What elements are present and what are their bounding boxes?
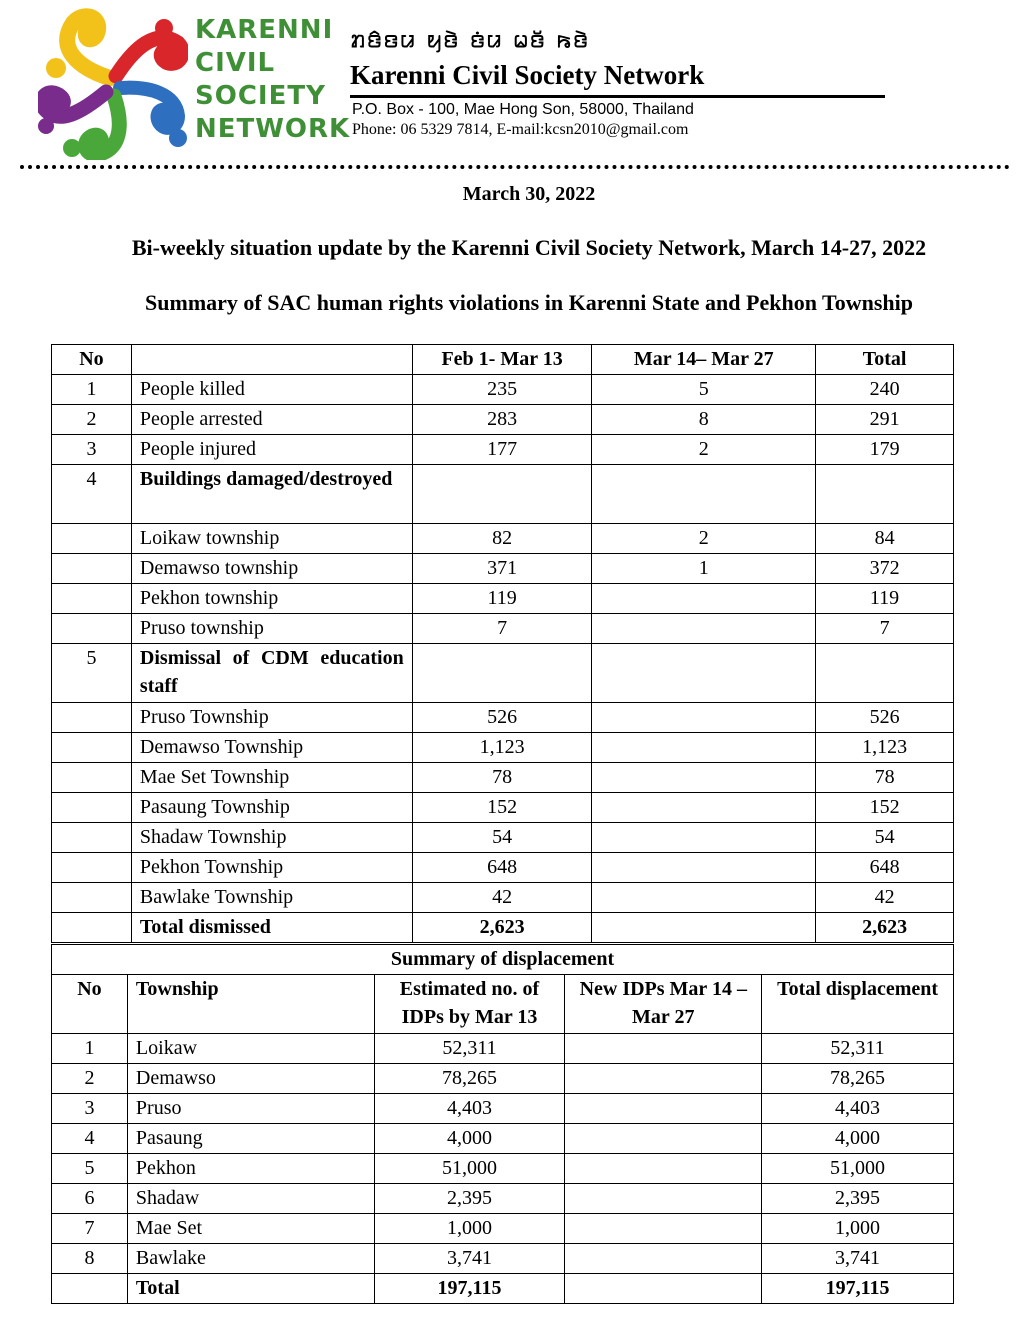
document-title: Bi-weekly situation update by the Karenni Civil Society Network, March 14-27, 2022	[131, 235, 927, 260]
value-total	[816, 644, 954, 703]
total-displacement: 51,000	[762, 1154, 954, 1184]
row-label: Pruso Township	[131, 703, 412, 733]
table-row	[52, 1244, 954, 1274]
row-number: 1	[52, 1034, 128, 1064]
table-row	[52, 913, 954, 943]
row-number	[52, 584, 132, 614]
row-label: Pekhon Township	[131, 853, 412, 883]
logo-line: SOCIETY	[195, 81, 326, 111]
row-label: Pruso township	[131, 614, 412, 644]
row-number	[52, 823, 132, 853]
table-row	[52, 1154, 954, 1184]
value-mar14-27	[592, 644, 816, 703]
new-idps	[565, 1214, 762, 1244]
row-number: 8	[52, 1244, 128, 1274]
value-total: 54	[816, 823, 954, 853]
table-row	[52, 793, 954, 823]
row-number	[52, 763, 132, 793]
logo-line: CIVIL	[195, 48, 276, 78]
contact-info: Phone: 06 5329 7814, E-mail:kcsn2010@gmail.com	[352, 121, 689, 138]
value-mar14-27: 8	[592, 405, 816, 435]
table-row	[52, 763, 954, 793]
table-row	[52, 435, 954, 465]
value-total: 152	[816, 793, 954, 823]
value-total: 1,123	[816, 733, 954, 763]
value-total: 291	[816, 405, 954, 435]
row-label: People injured	[131, 435, 412, 465]
row-label: Buildings damaged/destroyed	[131, 465, 412, 524]
row-number	[52, 913, 132, 943]
row-label: Demawso Township	[131, 733, 412, 763]
idps-by-mar13: 2,395	[374, 1184, 565, 1214]
row-number: 4	[52, 1124, 128, 1154]
idps-by-mar13: 197,115	[374, 1274, 565, 1304]
row-label: People killed	[131, 375, 412, 405]
value-feb-mar13: 526	[412, 703, 592, 733]
row-number	[52, 554, 132, 584]
column-header: Mar 14– Mar 27	[592, 345, 816, 375]
new-idps	[565, 1274, 762, 1304]
value-mar14-27: 2	[592, 524, 816, 554]
logo-line: KARENNI	[195, 15, 334, 45]
new-idps	[565, 1154, 762, 1184]
value-feb-mar13: 82	[412, 524, 592, 554]
township-name: Shadaw	[127, 1184, 374, 1214]
new-idps	[565, 1244, 762, 1274]
new-idps	[565, 1064, 762, 1094]
value-feb-mar13: 648	[412, 853, 592, 883]
value-feb-mar13: 177	[412, 435, 592, 465]
row-number	[52, 853, 132, 883]
value-mar14-27	[592, 733, 816, 763]
table-row	[52, 733, 954, 763]
row-label: Shadaw Township	[131, 823, 412, 853]
row-label: Dismissal of CDM education staff	[131, 644, 412, 703]
table-row	[52, 1094, 954, 1124]
row-label: Mae Set Township	[131, 763, 412, 793]
row-number: 2	[52, 405, 132, 435]
table-row	[52, 524, 954, 554]
value-mar14-27	[592, 465, 816, 524]
township-name: Total	[127, 1274, 374, 1304]
total-displacement: 4,403	[762, 1094, 954, 1124]
value-mar14-27	[592, 703, 816, 733]
column-header: Township	[127, 975, 374, 1034]
township-name: Pasaung	[127, 1124, 374, 1154]
new-idps	[565, 1184, 762, 1214]
table-row	[52, 1214, 954, 1244]
value-feb-mar13: 371	[412, 554, 592, 584]
value-mar14-27	[592, 853, 816, 883]
value-feb-mar13: 42	[412, 883, 592, 913]
row-number: 7	[52, 1214, 128, 1244]
table-row	[52, 1184, 954, 1214]
row-number	[52, 614, 132, 644]
organization-name: Karenni Civil Society Network	[350, 60, 705, 90]
table-header-row	[52, 345, 954, 375]
value-feb-mar13: 152	[412, 793, 592, 823]
value-mar14-27: 1	[592, 554, 816, 584]
idps-by-mar13: 78,265	[374, 1064, 565, 1094]
section-title: Summary of displacement	[52, 945, 954, 975]
value-total	[816, 465, 954, 524]
row-number: 5	[52, 1154, 128, 1184]
value-total: 119	[816, 584, 954, 614]
idps-by-mar13: 4,000	[374, 1124, 565, 1154]
header-divider	[350, 95, 885, 98]
row-label: People arrested	[131, 405, 412, 435]
row-number: 1	[52, 375, 132, 405]
value-mar14-27	[592, 823, 816, 853]
value-total: 372	[816, 554, 954, 584]
column-header: Total displacement	[762, 975, 954, 1034]
document-date: March 30, 2022	[462, 183, 596, 205]
idps-by-mar13: 51,000	[374, 1154, 565, 1184]
value-feb-mar13	[412, 465, 592, 524]
row-number: 5	[52, 644, 132, 703]
table-header-row	[52, 975, 954, 1034]
township-name: Mae Set	[127, 1214, 374, 1244]
row-number	[52, 883, 132, 913]
table-row	[52, 1064, 954, 1094]
row-label: Demawso township	[131, 554, 412, 584]
table-row	[52, 883, 954, 913]
value-feb-mar13: 7	[412, 614, 592, 644]
idps-by-mar13: 3,741	[374, 1244, 565, 1274]
value-feb-mar13: 2,623	[412, 913, 592, 943]
idps-by-mar13: 1,000	[374, 1214, 565, 1244]
township-name: Bawlake	[127, 1244, 374, 1274]
new-idps	[565, 1094, 762, 1124]
value-mar14-27: 5	[592, 375, 816, 405]
row-label: Pasaung Township	[131, 793, 412, 823]
table-row	[52, 1034, 954, 1064]
row-label: Total dismissed	[131, 913, 412, 943]
value-total: 84	[816, 524, 954, 554]
table-row	[52, 703, 954, 733]
row-label: Loikaw township	[131, 524, 412, 554]
value-total: 2,623	[816, 913, 954, 943]
value-mar14-27	[592, 763, 816, 793]
table-row	[52, 375, 954, 405]
value-feb-mar13: 78	[412, 763, 592, 793]
value-feb-mar13: 283	[412, 405, 592, 435]
row-label: Bawlake Township	[131, 883, 412, 913]
document-subtitle: Summary of SAC human rights violations in Karenni State and Pekhon Township	[145, 290, 913, 315]
value-feb-mar13: 54	[412, 823, 592, 853]
total-displacement: 3,741	[762, 1244, 954, 1274]
total-displacement: 1,000	[762, 1214, 954, 1244]
new-idps	[565, 1034, 762, 1064]
value-feb-mar13	[412, 644, 592, 703]
total-displacement: 4,000	[762, 1124, 954, 1154]
row-number: 2	[52, 1064, 128, 1094]
value-mar14-27	[592, 584, 816, 614]
value-feb-mar13: 1,123	[412, 733, 592, 763]
kcsn-logo	[38, 8, 188, 160]
column-header: Feb 1- Mar 13	[412, 345, 592, 375]
table-row	[52, 1274, 954, 1304]
township-name: Demawso	[127, 1064, 374, 1094]
row-label: Pekhon township	[131, 584, 412, 614]
column-header: No	[52, 975, 128, 1034]
dotted-separator	[20, 165, 1010, 169]
value-total: 42	[816, 883, 954, 913]
table-row	[52, 554, 954, 584]
table-row	[52, 853, 954, 883]
new-idps	[565, 1124, 762, 1154]
value-mar14-27	[592, 883, 816, 913]
value-mar14-27: 2	[592, 435, 816, 465]
column-header: New IDPs Mar 14 – Mar 27	[565, 975, 762, 1034]
row-number	[52, 524, 132, 554]
value-total: 240	[816, 375, 954, 405]
value-feb-mar13: 235	[412, 375, 592, 405]
row-number	[52, 793, 132, 823]
value-mar14-27	[592, 614, 816, 644]
value-total: 648	[816, 853, 954, 883]
column-header: Total	[816, 345, 954, 375]
value-feb-mar13: 119	[412, 584, 592, 614]
column-header: Estimated no. of IDPs by Mar 13	[374, 975, 565, 1034]
logo-wordmark	[195, 14, 351, 146]
value-mar14-27	[592, 913, 816, 943]
row-number: 6	[52, 1184, 128, 1214]
total-displacement: 2,395	[762, 1184, 954, 1214]
logo-line: NETWORK	[195, 114, 351, 144]
idps-by-mar13: 4,403	[374, 1094, 565, 1124]
table-row	[52, 644, 954, 703]
value-total: 7	[816, 614, 954, 644]
column-header	[131, 345, 412, 375]
total-displacement: 197,115	[762, 1274, 954, 1304]
table-row	[52, 584, 954, 614]
table-row	[52, 614, 954, 644]
row-number: 3	[52, 435, 132, 465]
value-mar14-27	[592, 793, 816, 823]
table-row	[52, 405, 954, 435]
row-number: 4	[52, 465, 132, 524]
organization-native-name: ꤊꤢꤨꤢꤣ ꤟꤢꤧ ꤢꤦꤣ ꤗꤢꤩ ꤒꤢꤧ	[350, 24, 590, 54]
row-number	[52, 703, 132, 733]
total-displacement: 52,311	[762, 1034, 954, 1064]
value-total: 179	[816, 435, 954, 465]
table-section-title-row	[52, 945, 954, 975]
township-name: Pruso	[127, 1094, 374, 1124]
idps-by-mar13: 52,311	[374, 1034, 565, 1064]
township-name: Pekhon	[127, 1154, 374, 1184]
table-row	[52, 1124, 954, 1154]
value-total: 78	[816, 763, 954, 793]
value-total: 526	[816, 703, 954, 733]
township-name: Loikaw	[127, 1034, 374, 1064]
row-number	[52, 733, 132, 763]
column-header: No	[52, 345, 132, 375]
table-row	[52, 823, 954, 853]
row-number: 3	[52, 1094, 128, 1124]
postal-address: P.O. Box - 100, Mae Hong Son, 58000, Thailand	[352, 101, 694, 118]
violations-table	[51, 344, 954, 943]
displacement-table	[51, 944, 954, 1304]
total-displacement: 78,265	[762, 1064, 954, 1094]
table-row	[52, 465, 954, 524]
row-number	[52, 1274, 128, 1304]
